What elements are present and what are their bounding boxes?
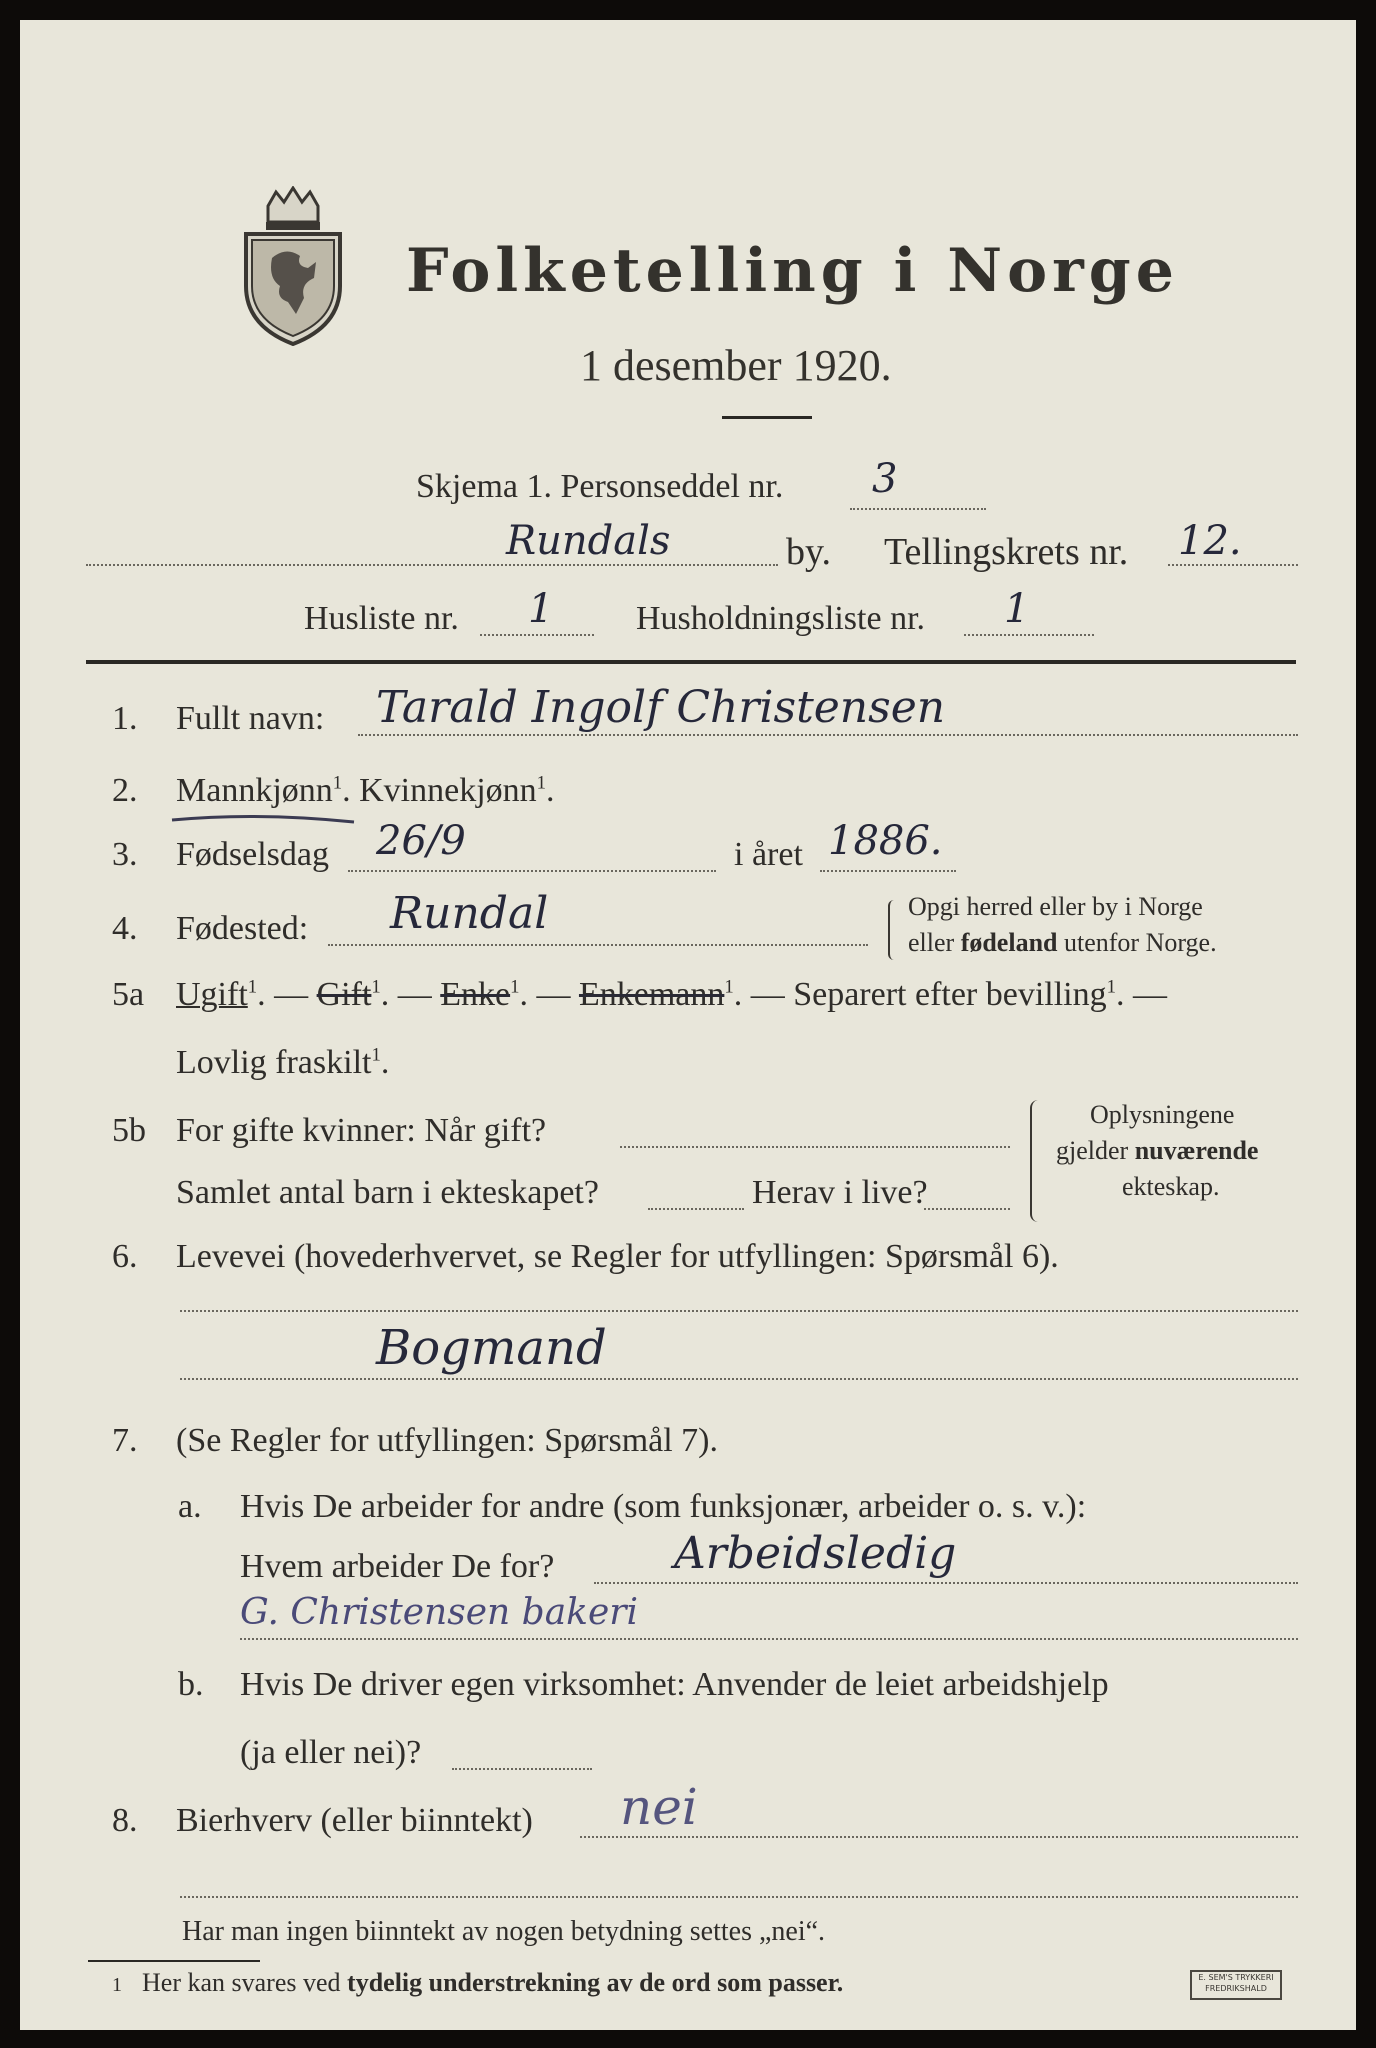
footnote-rule (88, 1960, 260, 1962)
q7a-question: Hvem arbeider De for? (240, 1548, 555, 1585)
q5a-number: 5a (112, 976, 145, 1013)
footnote-text: Her kan svares ved tydelig understrekning av de ord som passer. (142, 1968, 844, 1997)
krets-label: Tellingskrets nr. (884, 531, 1129, 573)
q2-number: 2. (112, 772, 138, 809)
q7b-letter: b. (178, 1666, 204, 1703)
husliste-label: Husliste nr. (304, 600, 459, 637)
q7a-dotline1 (594, 1582, 1298, 1584)
q3-label: Fødselsdag (176, 836, 329, 873)
krets-dotline (1168, 564, 1298, 566)
q5a-enke: Enke (440, 976, 511, 1013)
hush-label: Husholdningsliste nr. (636, 600, 926, 637)
q7b-question: (ja eller nei)? (240, 1734, 422, 1771)
q7a-label: Hvis De arbeider for andre (som funksjonær, arbeider o. s. v.): (240, 1488, 1087, 1525)
q5b-label3: Herav i live? (752, 1174, 928, 1211)
q7a-letter: a. (178, 1488, 202, 1525)
q7a-dotline2 (240, 1638, 1298, 1640)
q4-value: Rundal (390, 888, 549, 939)
q2-male: Mannkjønn (176, 772, 333, 809)
q1-number: 1. (112, 700, 138, 737)
q5a-enkemann: Enkemann (578, 976, 725, 1013)
krets-value: 12. (1178, 518, 1242, 564)
q2-options: Mannkjønn$^1$. Kvinnekjønn$^1$. (176, 772, 555, 809)
q1-dotline (358, 734, 1298, 736)
q8-value: nei (620, 1778, 698, 1836)
q7b-dotline (452, 1768, 592, 1770)
q3-year-label: i året (734, 836, 803, 873)
q3-year-value: 1886. (828, 818, 943, 864)
census-form (20, 20, 1356, 2030)
q8-label: Bierhverv (eller biinntekt) (176, 1802, 533, 1839)
q5b-barn-dotline (648, 1208, 744, 1210)
q5b-gift-dotline (620, 1146, 1010, 1148)
town-by-label: by. (786, 531, 832, 573)
husliste-value: 1 (528, 586, 554, 632)
q5b-note-line1: Oplysningene (1090, 1100, 1235, 1129)
q4-number: 4. (112, 910, 138, 947)
hush-value: 1 (1004, 586, 1030, 632)
q5a-lovlig: Lovlig fraskilt$^1$. (176, 1044, 390, 1081)
q2-female: Kvinnekjønn (359, 772, 537, 809)
q4-label: Fødested: (176, 910, 309, 947)
q5b-label1: For gifte kvinner: Når gift? (176, 1112, 547, 1149)
q8-dotline2 (180, 1896, 1298, 1898)
q6-value: Bogmand (376, 1320, 607, 1376)
footnote-mark: 1 (112, 1974, 122, 1996)
schema-label: Skjema 1. Personseddel nr. (416, 468, 784, 505)
header-rule (86, 660, 1296, 664)
printer-mark: E. SEM'S TRYKKERI FREDRIKSHALD (1190, 1970, 1282, 2000)
q3-year-dotline (820, 870, 956, 872)
q4-dotline (328, 944, 868, 946)
q6-dotline2 (180, 1378, 1298, 1380)
q1-label: Fullt navn: (176, 700, 325, 737)
note-nei: Har man ingen biinntekt av nogen betydning settes „nei“. (182, 1916, 826, 1947)
q7-number: 7. (112, 1422, 138, 1459)
q2-underline-mark (168, 810, 358, 830)
hush-dotline (964, 634, 1094, 636)
q4-brace (888, 900, 900, 960)
q4-note-line2: eller fødeland utenfor Norge. (908, 928, 1217, 957)
q3-dotline (348, 870, 716, 872)
husliste-dotline (480, 634, 594, 636)
q6-number: 6. (112, 1238, 138, 1275)
q7a-value2: G. Christensen bakeri (240, 1592, 639, 1633)
q5a-gift: Gift (316, 976, 372, 1013)
q7-label: (Se Regler for utfyllingen: Spørsmål 7). (176, 1422, 719, 1459)
q5b-brace (1030, 1100, 1042, 1222)
q5a-options: Ugift$^1$. — Gift$^1$. — Enke$^1$. — Enkemann$^1$. — Separert efter bevilling$^1$. — (176, 976, 1167, 1013)
census-date: 1 desember 1920. (580, 341, 892, 390)
q5a-ugift: Ugift (176, 976, 248, 1013)
q5b-live-dotline (924, 1208, 1010, 1210)
q5b-note-line3: ekteskap. (1122, 1172, 1220, 1201)
schema-dotline (850, 508, 986, 510)
q8-number: 8. (112, 1802, 138, 1839)
q8-dotline1 (580, 1836, 1298, 1838)
q4-note-line1: Opgi herred eller by i Norge (908, 892, 1203, 921)
q5a-separert: Separert efter bevilling (793, 976, 1107, 1013)
form-title: Folketelling i Norge (406, 236, 1179, 306)
q6-label: Levevei (hovederhvervet, se Regler for utfyllingen: Spørsmål 6). (176, 1238, 1059, 1275)
q3-number: 3. (112, 836, 138, 873)
q5b-label2: Samlet antal barn i ekteskapet? (176, 1174, 599, 1211)
q5b-number: 5b (112, 1112, 146, 1149)
town-value: Rundals (506, 518, 671, 564)
q3-value: 26/9 (376, 818, 466, 864)
q5b-note-line2: gjelder nuværende (1056, 1136, 1259, 1165)
q1-value: Tarald Ingolf Christensen (376, 682, 946, 733)
q7b-label: Hvis De driver egen virksomhet: Anvender de leiet arbeidshjelp (240, 1666, 1109, 1703)
coat-of-arms-icon (238, 186, 348, 346)
q7a-value1: Arbeidsledig (674, 1528, 957, 1579)
q6-dotline1 (180, 1310, 1298, 1312)
title-divider (722, 416, 812, 419)
schema-value: 3 (872, 456, 898, 502)
town-dotline (86, 564, 778, 566)
